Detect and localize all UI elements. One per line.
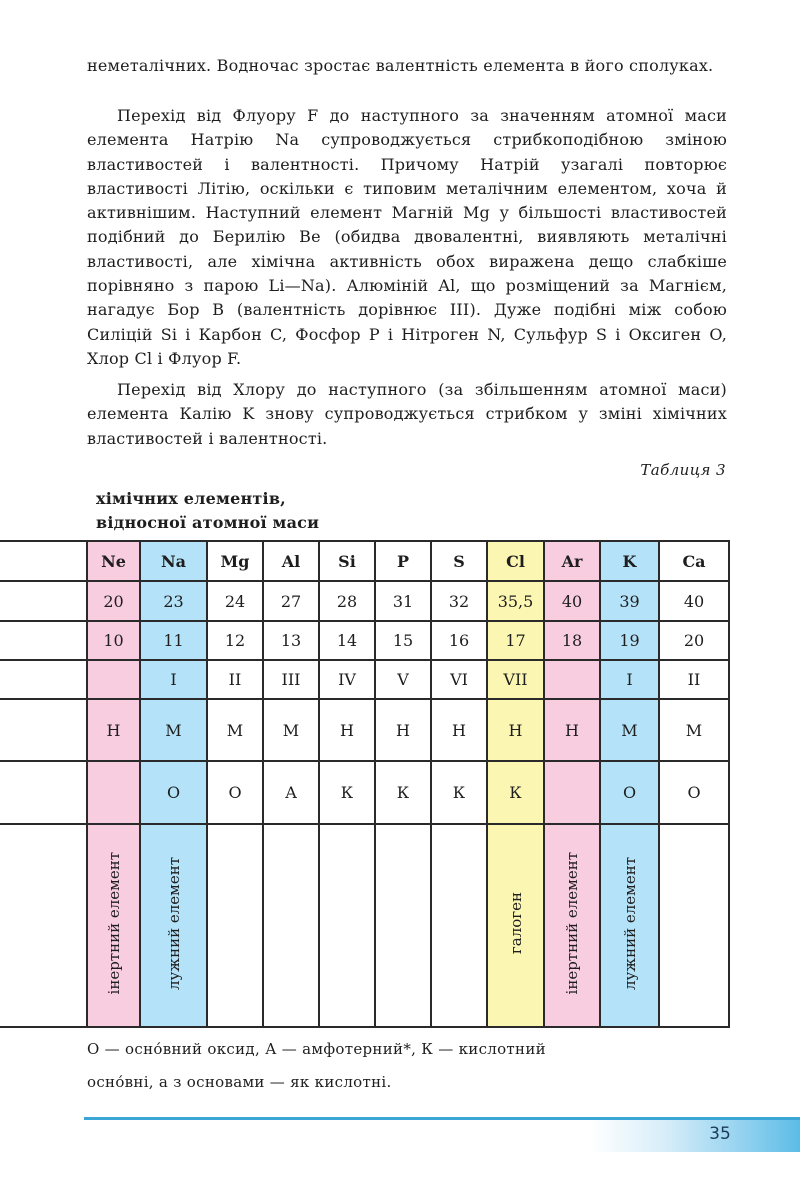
- element-oxide: О: [166, 783, 181, 802]
- element-oxide: А: [284, 783, 298, 802]
- element-symbol: Ne: [101, 551, 126, 571]
- element-valence: III: [281, 670, 301, 689]
- cell-symbol-ar: [544, 541, 600, 581]
- element-oxide: О: [687, 783, 701, 802]
- row-header-cell: [0, 541, 87, 581]
- cell-type-na: [140, 699, 207, 761]
- elements-table-body: [0, 541, 729, 1027]
- paragraph-2: Перехід від Флуору F до наступного за значенням атомної маси елемента Натрію Na супроводжується стрибкоподібною зміною властивостей і валентності. Причому Натрій узагалі повторює властивості Літію, оскільки є типовим металічним елементом, хоча й активнішим. Наступний елемент Магній Mg у більшості властивостей подібний до Берилію Be (обидва двовалентні, виявляють металічні властивості, але хімічна активність обох виражена дещо слабкіше порівняно з парою Li—Na). Алюміній Al, що розміщений за Магнієм, нагадує Бор B (валентність дорівнює III). Дуже подібні між собою Силіцій Si і Карбон C, Фосфор P і Нітроген N, Сульфур S і Оксиген O, Хлор Cl і Флуор F.: [87, 106, 727, 368]
- element-type: Н: [340, 720, 354, 740]
- element-note: інертний елемент: [104, 852, 123, 995]
- cell-symbol-ca: [659, 541, 729, 581]
- element-number: 14: [336, 631, 358, 650]
- cell-number-ne: [87, 621, 140, 660]
- cell-valence-ca: [659, 660, 729, 699]
- element-number: 17: [505, 631, 526, 650]
- element-oxide: К: [396, 783, 410, 802]
- element-valence: II: [228, 670, 242, 689]
- table-title-line-1: хімічних елементів,: [96, 489, 286, 508]
- element-type: Н: [396, 720, 410, 740]
- cell-number-ar: [544, 621, 600, 660]
- paragraph-3: Перехід від Хлору до наступного (за збільшенням атомної маси) елемента Калію K знову супроводжується стрибком у зміні хімічних властивостей і валентності.: [87, 380, 727, 448]
- cell-valence-k: [600, 660, 659, 699]
- element-mass: 31: [392, 591, 414, 611]
- element-type: Н: [508, 720, 523, 740]
- cell-symbol-al: [263, 541, 319, 581]
- elements-table: [0, 540, 730, 1028]
- element-number: 20: [683, 631, 705, 650]
- cell-type-mg: [207, 699, 263, 761]
- cell-number-na: [140, 621, 207, 660]
- cell-mass-si: [319, 581, 375, 621]
- legend-line-2: осно́вні, а з основами — як кислотні.: [87, 1073, 392, 1091]
- element-mass: 39: [619, 591, 640, 611]
- element-symbol: P: [396, 551, 410, 571]
- element-valence: VII: [503, 670, 528, 689]
- cell-type-s: [431, 699, 487, 761]
- cell-symbol-na: [140, 541, 207, 581]
- cell-oxide-ar: [544, 761, 600, 824]
- cell-oxide-cl: [487, 761, 544, 824]
- element-symbol: K: [622, 551, 637, 571]
- cell-note-p: [375, 824, 431, 1027]
- cell-oxide-p: [375, 761, 431, 824]
- element-type: Н: [452, 720, 466, 740]
- element-symbol: Cl: [506, 551, 525, 571]
- element-number: 10: [103, 631, 124, 650]
- cell-note-mg: [207, 824, 263, 1027]
- element-mass: 32: [448, 591, 470, 611]
- element-number: 19: [619, 631, 640, 650]
- element-valence: IV: [338, 670, 356, 689]
- mass-row: [0, 581, 729, 621]
- cell-type-al: [263, 699, 319, 761]
- element-note: лужний елемент: [164, 856, 183, 991]
- cell-valence-cl: [487, 660, 544, 699]
- element-valence: V: [397, 670, 409, 689]
- element-type: М: [282, 720, 300, 740]
- cell-mass-ar: [544, 581, 600, 621]
- page-number: 35: [709, 1124, 731, 1144]
- element-oxide: О: [228, 783, 242, 802]
- element-mass: 20: [103, 591, 124, 611]
- element-symbol: Na: [161, 551, 186, 571]
- cell-valence-mg: [207, 660, 263, 699]
- cell-type-ar: [544, 699, 600, 761]
- element-symbol: Ca: [682, 551, 706, 571]
- cell-mass-ne: [87, 581, 140, 621]
- cell-note-cl: [487, 824, 544, 1027]
- cell-symbol-cl: [487, 541, 544, 581]
- cell-mass-cl: [487, 581, 544, 621]
- cell-number-s: [431, 621, 487, 660]
- cell-note-al: [263, 824, 319, 1027]
- element-number: 16: [448, 631, 470, 650]
- element-symbol: Si: [338, 551, 356, 571]
- cell-symbol-p: [375, 541, 431, 581]
- cell-symbol-k: [600, 541, 659, 581]
- element-number: 15: [392, 631, 414, 650]
- element-mass: 27: [280, 591, 302, 611]
- row-header-cell: [0, 824, 87, 1027]
- element-type: М: [165, 720, 182, 740]
- cell-valence-ar: [544, 660, 600, 699]
- row-header-cell: [0, 621, 87, 660]
- cell-note-si: [319, 824, 375, 1027]
- cell-valence-al: [263, 660, 319, 699]
- table-title-line-2: відносної атомної маси: [96, 513, 320, 532]
- element-type: Н: [565, 720, 579, 740]
- cell-number-mg: [207, 621, 263, 660]
- element-number: 18: [561, 631, 583, 650]
- cell-oxide-s: [431, 761, 487, 824]
- cell-oxide-si: [319, 761, 375, 824]
- cell-type-ca: [659, 699, 729, 761]
- row-header-cell: [0, 660, 87, 699]
- element-number: 11: [163, 631, 184, 650]
- element-symbol: Mg: [220, 551, 250, 571]
- cell-type-si: [319, 699, 375, 761]
- legend-line-1: О — осно́вний оксид, А — амфотерний*, К — кислотний: [87, 1040, 546, 1058]
- element-valence: VI: [450, 670, 468, 689]
- cell-note-ca: [659, 824, 729, 1027]
- element-type: Н: [106, 720, 121, 740]
- element-note: галоген: [506, 892, 525, 955]
- cell-number-ca: [659, 621, 729, 660]
- cell-oxide-na: [140, 761, 207, 824]
- element-oxide: К: [509, 783, 522, 802]
- cell-type-cl: [487, 699, 544, 761]
- element-type: М: [226, 720, 244, 740]
- row-header-cell: [0, 761, 87, 824]
- element-mass: 24: [224, 591, 246, 611]
- cell-number-p: [375, 621, 431, 660]
- element-oxide: К: [452, 783, 466, 802]
- cell-mass-k: [600, 581, 659, 621]
- note-row: [0, 824, 729, 1027]
- cell-mass-ca: [659, 581, 729, 621]
- cell-oxide-ca: [659, 761, 729, 824]
- cell-mass-al: [263, 581, 319, 621]
- table-caption: Таблиця 3: [640, 461, 726, 479]
- element-symbol: Ar: [561, 551, 583, 571]
- cell-note-ar: [544, 824, 600, 1027]
- cell-type-k: [600, 699, 659, 761]
- cell-note-s: [431, 824, 487, 1027]
- cell-symbol-ne: [87, 541, 140, 581]
- element-type: М: [621, 720, 638, 740]
- cell-oxide-mg: [207, 761, 263, 824]
- cell-mass-na: [140, 581, 207, 621]
- element-symbol: Al: [281, 551, 301, 571]
- number-row: [0, 621, 729, 660]
- element-number: 12: [224, 631, 246, 650]
- cell-number-cl: [487, 621, 544, 660]
- element-oxide: К: [340, 783, 354, 802]
- element-valence: I: [626, 670, 633, 689]
- element-mass: 40: [683, 591, 705, 611]
- oxide-row: [0, 761, 729, 824]
- symbol-row: [0, 541, 729, 581]
- valence-row: [0, 660, 729, 699]
- cell-mass-s: [431, 581, 487, 621]
- cell-oxide-k: [600, 761, 659, 824]
- cell-mass-p: [375, 581, 431, 621]
- element-valence: II: [687, 670, 701, 689]
- element-symbol: S: [453, 551, 465, 571]
- cell-number-k: [600, 621, 659, 660]
- cell-symbol-mg: [207, 541, 263, 581]
- element-valence: I: [170, 670, 177, 689]
- cell-number-si: [319, 621, 375, 660]
- cell-symbol-s: [431, 541, 487, 581]
- element-oxide: О: [622, 783, 637, 802]
- element-number: 13: [280, 631, 302, 650]
- element-mass: 40: [561, 591, 583, 611]
- paragraph-1: неметалічних. Водночас зростає валентність елемента в його сполуках.: [87, 56, 714, 75]
- element-mass: 28: [336, 591, 358, 611]
- element-note: інертний елемент: [563, 852, 581, 995]
- cell-type-ne: [87, 699, 140, 761]
- cell-valence-na: [140, 660, 207, 699]
- cell-note-k: [600, 824, 659, 1027]
- row-header-cell: [0, 699, 87, 761]
- cell-oxide-al: [263, 761, 319, 824]
- element-type: М: [685, 720, 703, 740]
- cell-number-al: [263, 621, 319, 660]
- cell-note-ne: [87, 824, 140, 1027]
- element-note: лужний елемент: [620, 856, 639, 991]
- cell-valence-ne: [87, 660, 140, 699]
- table-title: [96, 487, 319, 535]
- cell-valence-p: [375, 660, 431, 699]
- row-header-cell: [0, 581, 87, 621]
- type-row: [0, 699, 729, 761]
- cell-note-na: [140, 824, 207, 1027]
- cell-type-p: [375, 699, 431, 761]
- element-mass: 23: [163, 591, 184, 611]
- cell-valence-s: [431, 660, 487, 699]
- cell-mass-mg: [207, 581, 263, 621]
- cell-symbol-si: [319, 541, 375, 581]
- cell-oxide-ne: [87, 761, 140, 824]
- element-mass: 35,5: [497, 591, 534, 611]
- cell-valence-si: [319, 660, 375, 699]
